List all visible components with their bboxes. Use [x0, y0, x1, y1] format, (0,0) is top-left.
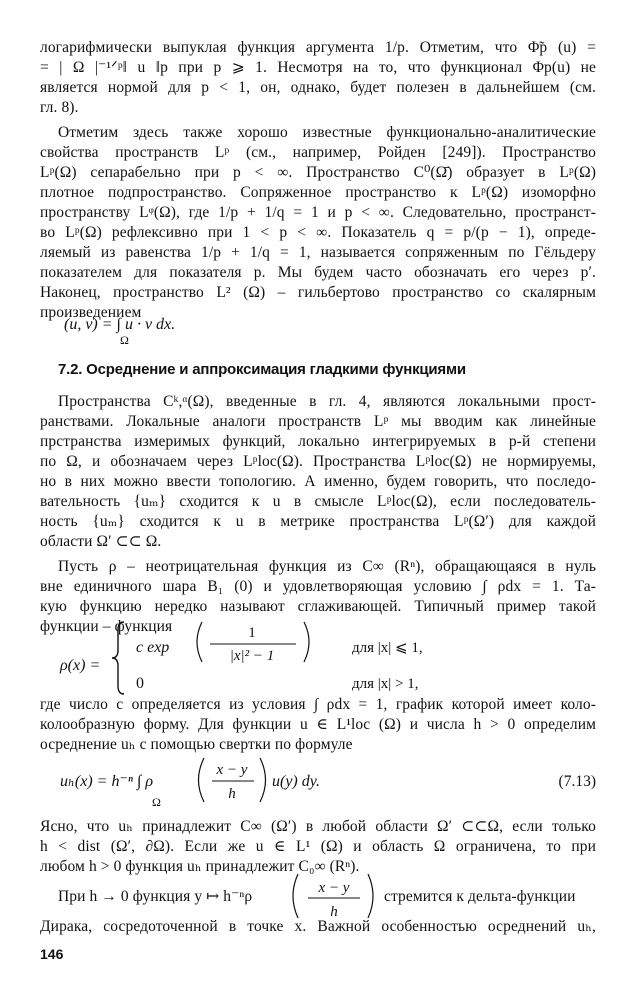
text-line: Отметим здесь также хорошо известные функционально-аналитические: [58, 124, 596, 141]
text-line: Дирака, сосредоточенной в точке x. Важной особенностью осреднений uₕ,: [40, 918, 596, 935]
text-line: ляемый из равенства 1/p + 1/q = 1, называется сопряженным по Гёльдеру: [40, 244, 596, 261]
page-number: 146: [40, 946, 64, 962]
mollifier-int-sub: Ω: [152, 795, 161, 809]
text-line: Пространства Cᵏ,ᵅ(Ω), введенные в гл. 4, являются локальными прост-: [58, 393, 596, 410]
delta-denominator: h: [330, 904, 338, 920]
text-line: Пусть ρ – неотрицательная функция из C∞ (Rⁿ), обращающаяся в нуль: [58, 558, 596, 575]
text-line: Наконец, пространство L² (Ω) – гильбертово пространство со скалярным: [40, 284, 596, 301]
text-line: ность {uₘ} сходится к u в метрике пространства Lᵖ(Ω′) для каждой: [40, 513, 596, 530]
text-line: кую функцию нередко называют сглаживающей. Типичный пример такой: [40, 598, 596, 615]
rho-piecewise-formula: [60, 610, 600, 700]
text-line: прстранства измеримых функций, локально интегрируемых в p-й степени: [40, 433, 596, 450]
text-line: пространству Lᵠ(Ω), где 1/p + 1/q = 1 и p < ∞. Следовательно, пространст-: [40, 204, 596, 221]
case1-expr: c exp: [136, 639, 170, 656]
inner-product-formula: (u, v) = ∫ u · v dx.: [64, 316, 176, 333]
text-line: является нормой для p < 1, он, однако, будет полезен в дальнейшем (см.: [40, 79, 596, 96]
left-paren: [197, 622, 202, 662]
text-line: где число c определяется из условия ∫ ρdx = 1, график которой имеет коло-: [40, 696, 596, 713]
right-paren: [304, 622, 309, 662]
text-line: показателем для показателя p. Мы будем часто обозначать его через p′.: [40, 264, 596, 281]
text-line: = | Ω |⁻¹ᐟᵖ‖ u ‖p при p ⩾ 1. Несмотря на то, что функционал Φp(u) не: [40, 59, 596, 76]
text-line: При h → 0 функция y ↦ h⁻ⁿρ: [58, 888, 253, 905]
integral-subscript: Ω: [120, 333, 129, 347]
rho-lhs: ρ(x) =: [60, 657, 101, 674]
text-line: логарифмически выпуклая функция аргумента 1/p. Отметим, что Φ̃p (u) =: [40, 39, 596, 56]
text-line: осреднение uₕ с помощью свертки по формуле: [40, 736, 353, 753]
text-line: но в них можно ввести топологию. А именно, будем говорить, что последо-: [40, 473, 596, 490]
text-line: колообразную форму. Для функции u ∈ L¹loc (Ω) и числа h > 0 определим: [40, 716, 596, 733]
case2-condition: для |x| > 1,: [352, 676, 419, 692]
text-line: свойства пространств Lᵖ (см., например, Ройден [249]). Пространство: [40, 144, 596, 161]
text-line: произведением: [40, 304, 142, 321]
text-line: стремится к дельта-функции: [384, 888, 576, 905]
equation-number: (7.13): [558, 773, 596, 790]
text-line: по Ω, и обозначаем через Lᵖloc(Ω). Пространства Lᵖloc(Ω) не нормируемы,: [40, 453, 596, 470]
text-line: вне единичного шара B₁ (0) и удовлетворяющая условию ∫ ρdx = 1. Та-: [40, 578, 596, 595]
left-brace: [112, 622, 124, 694]
section-heading: 7.2. Осреднение и аппроксимация гладкими функциями: [58, 361, 466, 378]
mollifier-denominator: h: [228, 786, 236, 802]
right-paren: [368, 874, 373, 918]
text-line: h < dist (Ω′, ∂Ω). Если же u ∈ L¹ (Ω) и область Ω ограничена, то при: [40, 838, 596, 855]
text-line: ранствами. Локальные аналоги пространств Lᵖ мы вводим как линейные: [40, 413, 596, 430]
text-line: Lᵖ(Ω) сепарабельно при p < ∞. Пространство C⁰(Ω̄) образует в Lᵖ(Ω): [40, 164, 596, 181]
text-line: во Lᵖ(Ω) рефлексивно при 1 < p < ∞. Показатель q = p/(p − 1), опреде-: [40, 224, 596, 241]
delta-fraction: [290, 872, 380, 922]
mollifier-lhs: uₕ(x) = h⁻ⁿ ∫ ρ: [60, 773, 154, 790]
left-paren: [199, 758, 205, 802]
mollifier-rhs: u(y) dy.: [272, 773, 320, 790]
text-line: Ясно, что uₕ принадлежит C∞ (Ω′) в любой области Ω′ ⊂⊂Ω, если только: [40, 818, 596, 835]
frac-denominator: |x|² − 1: [229, 648, 275, 664]
right-paren: [260, 758, 266, 802]
text-line: области Ω′ ⊂⊂ Ω.: [40, 533, 162, 550]
text-line: функции – функция: [40, 618, 173, 635]
text-line: плотное подпространство. Сопряженное пространство к Lᵖ(Ω) изоморфно: [40, 184, 596, 201]
case1-condition: для |x| ⩽ 1,: [352, 640, 423, 656]
case2-expr: 0: [136, 675, 144, 692]
delta-numerator: x − y: [318, 880, 350, 896]
mollifier-formula: [60, 752, 600, 814]
mollifier-numerator: x − y: [216, 762, 248, 778]
text-line: вательность {uₘ} сходится к u в смысле Lᵖloc(Ω), если последователь-: [40, 493, 596, 510]
left-paren: [293, 874, 298, 918]
text-line: любом h > 0 функция uₕ принадлежит C₀∞ (Rⁿ).: [40, 858, 360, 875]
frac-numerator: 1: [248, 625, 256, 641]
text-line: гл. 8).: [40, 99, 79, 116]
